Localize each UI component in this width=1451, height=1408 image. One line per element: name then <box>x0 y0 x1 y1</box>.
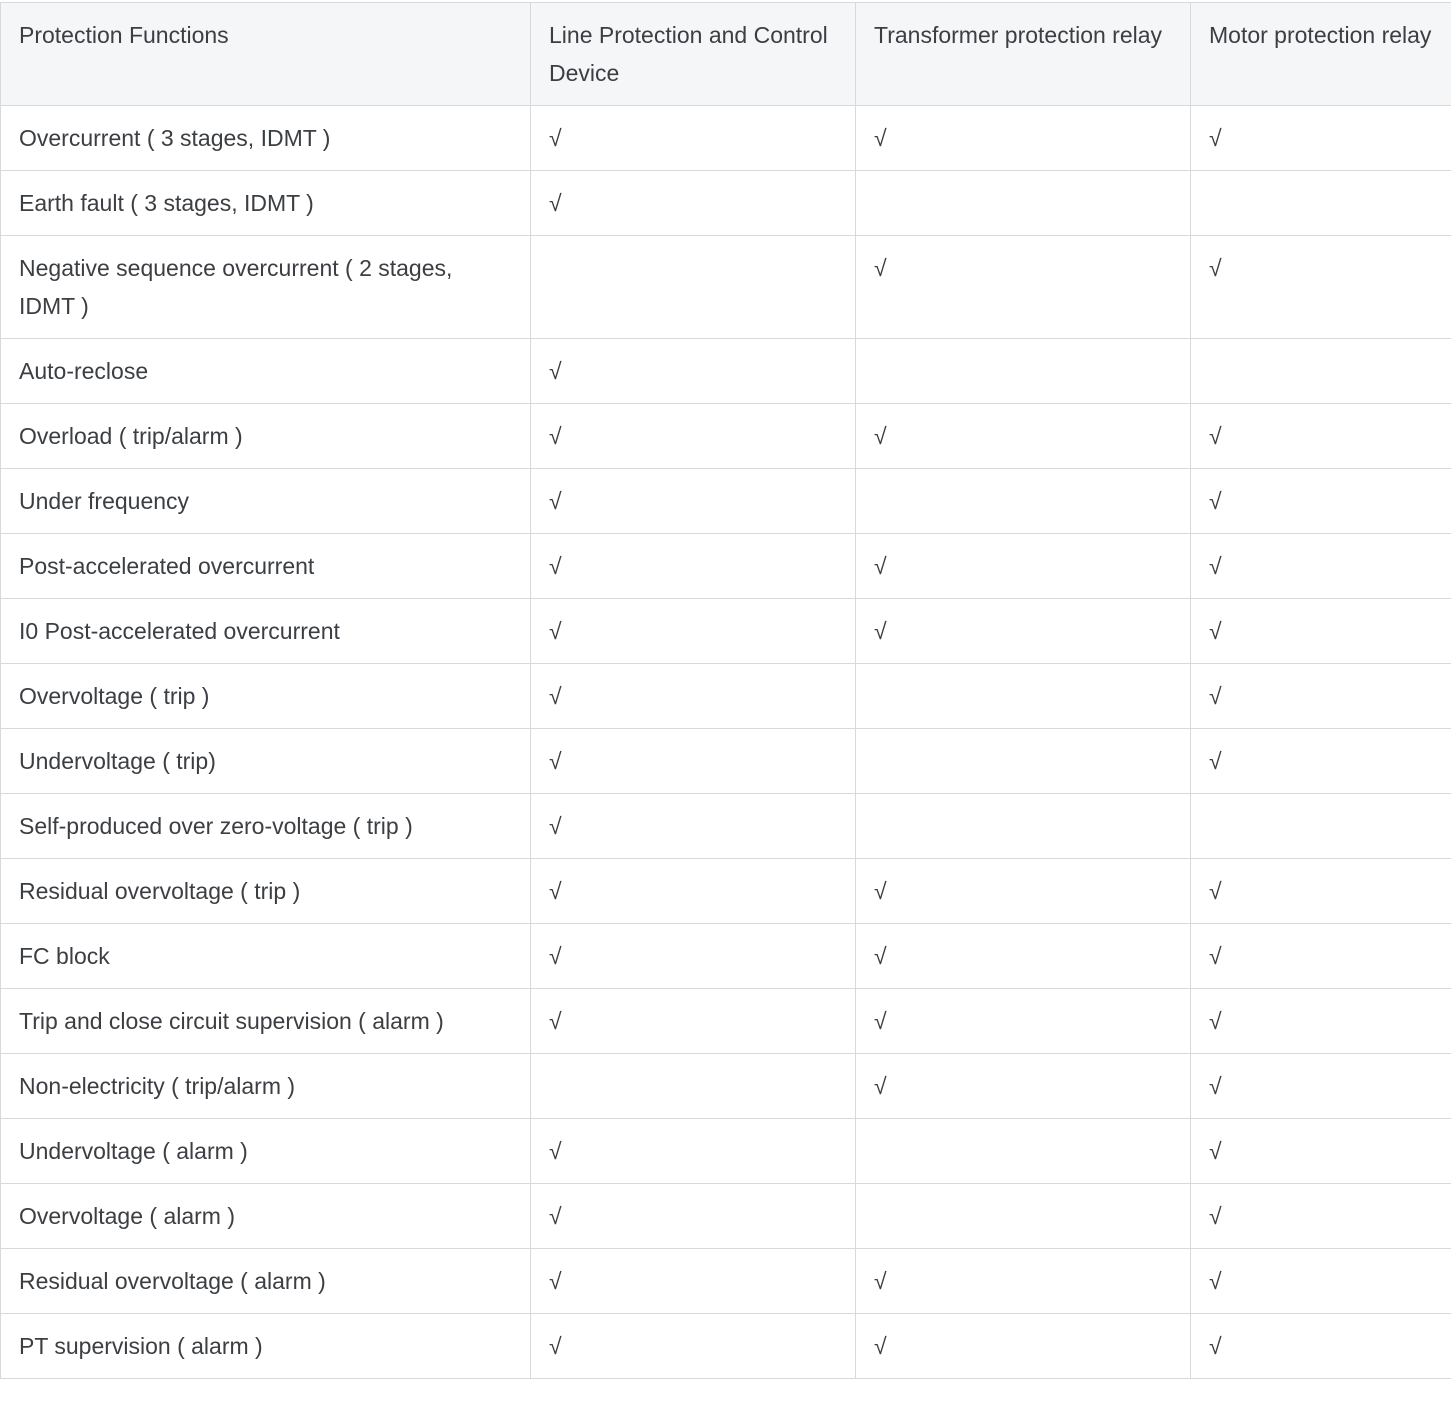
check-cell: √ <box>531 404 856 469</box>
header-row <box>1 3 1451 106</box>
empty-cell <box>856 469 1191 534</box>
check-cell: √ <box>1191 1249 1451 1314</box>
function-name-cell: Residual overvoltage ( trip ) <box>1 859 531 924</box>
table-row <box>1 534 1451 599</box>
function-name-cell: Trip and close circuit supervision ( alarm ) <box>1 989 531 1054</box>
table-row <box>1 794 1451 859</box>
empty-cell <box>531 1054 856 1119</box>
empty-cell <box>1191 794 1451 859</box>
table-row <box>1 729 1451 794</box>
header-motor-protection-relay: Motor protection relay <box>1191 3 1451 106</box>
check-cell: √ <box>531 171 856 236</box>
check-cell: √ <box>856 859 1191 924</box>
check-cell: √ <box>531 989 856 1054</box>
function-name-cell: I0 Post-accelerated overcurrent <box>1 599 531 664</box>
check-cell: √ <box>856 534 1191 599</box>
check-cell: √ <box>531 664 856 729</box>
check-cell: √ <box>1191 1119 1451 1184</box>
check-cell: √ <box>1191 924 1451 989</box>
empty-cell <box>856 794 1191 859</box>
check-cell: √ <box>856 1249 1191 1314</box>
protection-functions-table <box>0 2 1451 1379</box>
check-cell: √ <box>531 794 856 859</box>
empty-cell <box>856 339 1191 404</box>
check-cell: √ <box>531 469 856 534</box>
check-cell: √ <box>531 339 856 404</box>
table-row <box>1 599 1451 664</box>
check-cell: √ <box>1191 859 1451 924</box>
empty-cell <box>856 664 1191 729</box>
check-cell: √ <box>531 729 856 794</box>
check-cell: √ <box>531 1314 856 1379</box>
check-cell: √ <box>1191 599 1451 664</box>
table-row <box>1 106 1451 171</box>
table-row <box>1 1314 1451 1379</box>
table-row <box>1 924 1451 989</box>
header-line-protection-device: Line Protection and Control Device <box>531 3 856 106</box>
function-name-cell: Non-electricity ( trip/alarm ) <box>1 1054 531 1119</box>
check-cell: √ <box>531 1184 856 1249</box>
check-cell: √ <box>531 106 856 171</box>
check-cell: √ <box>856 236 1191 339</box>
function-name-cell: Auto-reclose <box>1 339 531 404</box>
check-cell: √ <box>856 106 1191 171</box>
function-name-cell: Under frequency <box>1 469 531 534</box>
check-cell: √ <box>1191 236 1451 339</box>
check-cell: √ <box>531 924 856 989</box>
function-name-cell: PT supervision ( alarm ) <box>1 1314 531 1379</box>
empty-cell <box>531 236 856 339</box>
check-cell: √ <box>1191 1054 1451 1119</box>
check-cell: √ <box>1191 404 1451 469</box>
function-name-cell: Overload ( trip/alarm ) <box>1 404 531 469</box>
check-cell: √ <box>1191 989 1451 1054</box>
function-name-cell: Overvoltage ( alarm ) <box>1 1184 531 1249</box>
function-name-cell: Residual overvoltage ( alarm ) <box>1 1249 531 1314</box>
table-row <box>1 1119 1451 1184</box>
table-row <box>1 989 1451 1054</box>
check-cell: √ <box>1191 1184 1451 1249</box>
table-row <box>1 1184 1451 1249</box>
table-row <box>1 171 1451 236</box>
function-name-cell: Overvoltage ( trip ) <box>1 664 531 729</box>
function-name-cell: Undervoltage ( trip) <box>1 729 531 794</box>
empty-cell <box>1191 171 1451 236</box>
table-body <box>1 106 1451 1379</box>
table-row <box>1 1054 1451 1119</box>
function-name-cell: Overcurrent ( 3 stages, IDMT ) <box>1 106 531 171</box>
check-cell: √ <box>1191 1314 1451 1379</box>
function-name-cell: Self-produced over zero-voltage ( trip ) <box>1 794 531 859</box>
function-name-cell: Earth fault ( 3 stages, IDMT ) <box>1 171 531 236</box>
empty-cell <box>856 171 1191 236</box>
check-cell: √ <box>856 989 1191 1054</box>
check-cell: √ <box>1191 106 1451 171</box>
check-cell: √ <box>531 599 856 664</box>
check-cell: √ <box>856 404 1191 469</box>
table-row <box>1 859 1451 924</box>
check-cell: √ <box>1191 664 1451 729</box>
check-cell: √ <box>531 859 856 924</box>
header-transformer-protection-relay: Transformer protection relay <box>856 3 1191 106</box>
table-row <box>1 339 1451 404</box>
check-cell: √ <box>531 1249 856 1314</box>
function-name-cell: Negative sequence overcurrent ( 2 stages, IDMT ) <box>1 236 531 339</box>
function-name-cell: FC block <box>1 924 531 989</box>
header-protection-functions: Protection Functions <box>1 3 531 106</box>
table-row <box>1 664 1451 729</box>
check-cell: √ <box>856 1054 1191 1119</box>
empty-cell <box>856 1119 1191 1184</box>
function-name-cell: Undervoltage ( alarm ) <box>1 1119 531 1184</box>
check-cell: √ <box>856 924 1191 989</box>
check-cell: √ <box>531 534 856 599</box>
check-cell: √ <box>856 599 1191 664</box>
empty-cell <box>856 1184 1191 1249</box>
check-cell: √ <box>1191 469 1451 534</box>
function-name-cell: Post-accelerated overcurrent <box>1 534 531 599</box>
table-row <box>1 404 1451 469</box>
table-row <box>1 236 1451 339</box>
table-row <box>1 469 1451 534</box>
empty-cell <box>1191 339 1451 404</box>
table-row <box>1 1249 1451 1314</box>
empty-cell <box>856 729 1191 794</box>
check-cell: √ <box>1191 534 1451 599</box>
check-cell: √ <box>856 1314 1191 1379</box>
check-cell: √ <box>1191 729 1451 794</box>
check-cell: √ <box>531 1119 856 1184</box>
